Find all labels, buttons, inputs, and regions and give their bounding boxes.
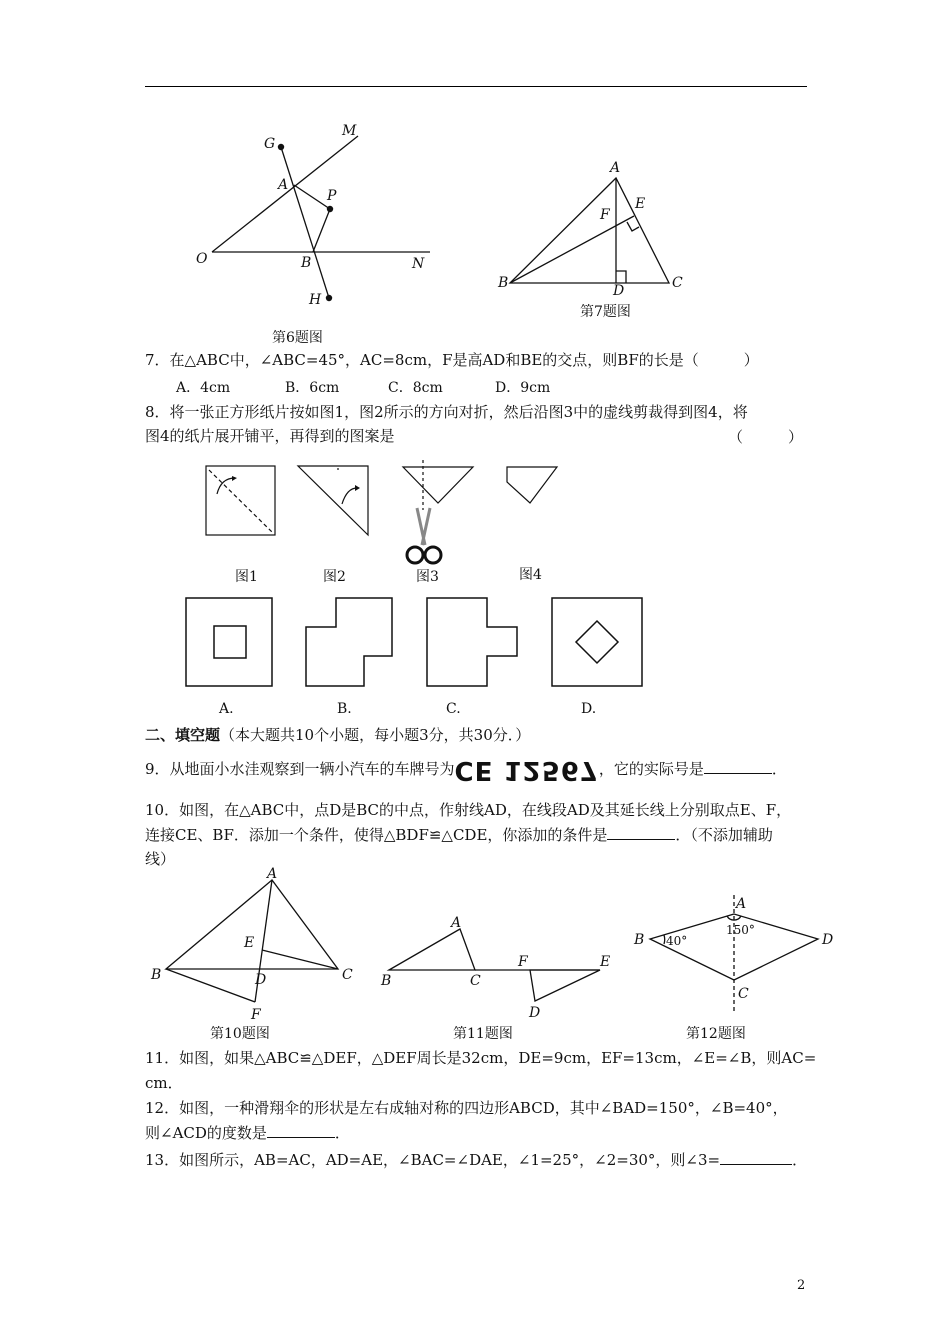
fig12-caption: 第12题图	[686, 1026, 746, 1042]
label-a: A	[736, 896, 747, 912]
angle-b-label: 40°	[666, 934, 688, 948]
label-c: C	[470, 973, 481, 989]
q13-end: ．	[792, 1151, 808, 1169]
label-b: B	[634, 932, 645, 948]
q7-option-c: C．8cm	[388, 380, 443, 396]
q12-line2a: 则∠ACD的度数是	[145, 1124, 267, 1142]
q13-answer-blank[interactable]	[720, 1150, 792, 1165]
label-f: F	[518, 954, 528, 970]
point-g	[278, 144, 284, 150]
label-m: M	[342, 123, 357, 139]
triangle-def	[530, 970, 600, 1001]
question-12-line1: 12．如图，一种滑翔伞的形状是左右成轴对称的四边形ABCD，其中∠BAD=150°，∠B=40°，	[145, 1099, 788, 1117]
label-p: P	[327, 188, 337, 204]
label-n: N	[412, 256, 425, 272]
label-e: E	[244, 935, 255, 951]
license-plate-reflection: CE 12567	[454, 755, 599, 785]
fig7-caption: 第7题图	[580, 304, 631, 320]
option-a-hole	[214, 626, 246, 658]
label-e: E	[600, 954, 611, 970]
option-a-square	[186, 598, 272, 686]
label-c: C	[738, 986, 749, 1002]
figure-7	[492, 155, 692, 300]
q9-answer-blank[interactable]	[704, 759, 772, 774]
q12-line2b: ．	[334, 1124, 350, 1142]
label-h: H	[309, 292, 322, 308]
q9-before: 9．从地面小水洼观察到一辆小汽车的车牌号为	[145, 760, 455, 778]
label-b: B	[151, 967, 162, 983]
segment-bf	[166, 969, 255, 1002]
label-d: D	[255, 972, 267, 988]
label-a: A	[610, 160, 621, 176]
fig11-caption: 第11题图	[453, 1026, 513, 1042]
label-a: A	[278, 177, 289, 193]
question-13	[145, 1150, 807, 1170]
option-d-hole	[576, 621, 618, 663]
question-8-line2: 图4的纸片展开铺平，再得到的图案是	[145, 427, 395, 445]
question-8-line1: 8．将一张正方形纸片按如图1，图2所示的方向对折，然后沿图3中的虚线剪裁得到图4，将	[145, 403, 748, 421]
label-f: F	[600, 207, 610, 223]
step2-triangle	[298, 466, 368, 535]
q7-option-d: D．9cm	[495, 380, 551, 396]
q9-end: ．	[771, 760, 787, 778]
label-b: B	[301, 255, 312, 271]
fig6-caption: 第6题图	[272, 330, 323, 346]
q10-line2a: 连接CE、BF．添加一个条件，使得△BDF≌△CDE，你添加的条件是	[145, 826, 608, 844]
label-d: D	[529, 1005, 541, 1020]
label-b: B	[381, 973, 392, 989]
question-10-line2	[145, 825, 773, 845]
q8-option-c: C.	[446, 701, 461, 717]
header-rule	[145, 86, 807, 87]
option-b-shape	[306, 598, 392, 686]
section-2-heading	[145, 725, 530, 745]
section-2-title: 二、填空题	[145, 726, 221, 744]
label-f: F	[251, 1007, 261, 1020]
label-g: G	[264, 136, 276, 152]
segment-pb	[313, 209, 330, 252]
step-label-3: 图3	[416, 569, 439, 585]
option-c-shape	[427, 598, 517, 686]
step-label-2: 图2	[323, 569, 346, 585]
q7-option-b: B．6cm	[285, 380, 340, 396]
q12-answer-blank[interactable]	[267, 1123, 335, 1138]
q13-text: 13．如图所示，AB=AC，AD=AE，∠BAC=∠DAE，∠1=25°，∠2=30°，则∠3=	[145, 1151, 721, 1169]
figure-11	[375, 905, 625, 1020]
figure-10	[145, 865, 370, 1020]
figure-6	[190, 118, 440, 318]
option-d-square	[552, 598, 642, 686]
question-8-paren: （ ）	[728, 428, 804, 446]
angle-a-label: 150°	[726, 923, 755, 937]
label-d: D	[822, 932, 834, 948]
point-h	[326, 295, 332, 301]
label-b: B	[498, 275, 509, 291]
section-2-note: （本大题共10个小题，每小题3分，共30分．）	[220, 726, 531, 744]
label-a: A	[267, 866, 278, 882]
q9-after: ，它的实际号是	[598, 760, 704, 778]
scissors-icon	[407, 508, 441, 563]
step-label-1: 图1	[235, 569, 258, 585]
triangle-abc	[166, 880, 338, 969]
label-a: A	[451, 915, 462, 931]
label-d: D	[613, 283, 625, 299]
line-gh	[281, 147, 329, 298]
q8-option-d: D.	[581, 701, 597, 717]
step-label-4: 图4	[519, 567, 542, 583]
step4-shape	[507, 467, 557, 503]
question-12-line2	[145, 1123, 350, 1143]
question-7-text: 7．在△ABC中，∠ABC=45°，AC=8cm，F是高AD和BE的交点，则BF的长是（ ）	[145, 351, 759, 369]
q8-option-a: A.	[219, 701, 234, 717]
point-p	[327, 206, 333, 212]
question-11-line1: 11．如图，如果△ABC≌△DEF，△DEF周长是32cm，DE=9cm，EF=13cm，∠E=∠B，则AC=	[145, 1049, 817, 1067]
q10-answer-blank[interactable]	[607, 825, 675, 840]
step3-triangle	[403, 467, 473, 503]
fig10-caption: 第10题图	[210, 1026, 270, 1042]
question-10-line1: 10．如图，在△ABC中，点D是BC的中点，作射线AD，在线段AD及其延长线上分别取点E、F，	[145, 801, 792, 819]
page-number: 2	[797, 1278, 806, 1293]
q10-line2b: ．（不添加辅助	[675, 826, 773, 844]
q7-option-a: A．4cm	[176, 380, 231, 396]
question-9	[145, 755, 787, 785]
q8-answer-shapes	[180, 592, 650, 692]
figure-12	[628, 890, 843, 1020]
label-c: C	[672, 275, 683, 291]
q8-option-b: B.	[337, 701, 352, 717]
question-11-line2: cm．	[145, 1074, 183, 1092]
triangle-abc	[389, 929, 475, 970]
label-c: C	[342, 967, 353, 983]
folding-steps	[195, 460, 575, 570]
question-10-line3: 线）	[145, 850, 176, 868]
label-e: E	[635, 196, 646, 212]
triangle-abc	[510, 178, 669, 283]
label-o: O	[196, 251, 208, 267]
